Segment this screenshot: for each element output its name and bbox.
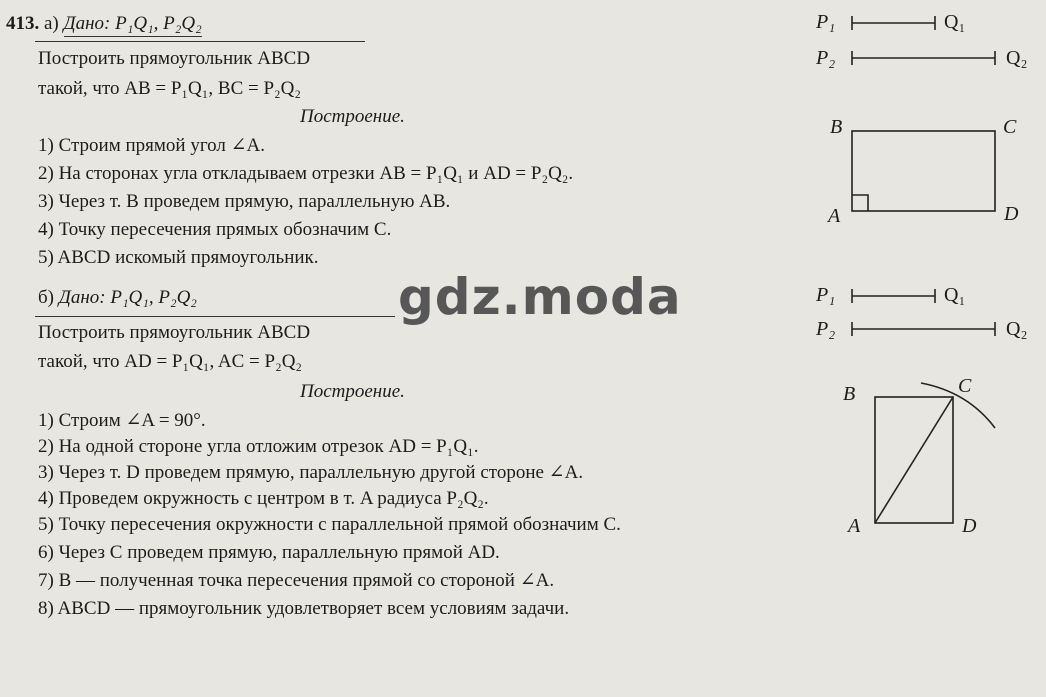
construction-heading-b: Построение. — [300, 381, 405, 402]
segment-p2q2-a — [852, 51, 995, 65]
step-b-3: 3) Через т. D проведем прямую, параллельную другой стороне ∠A. — [38, 462, 584, 483]
task-line-2-a: такой, что AB = P₁Q₁, BC = P₂Q₂ — [38, 78, 302, 99]
step-a-2: 2) На сторонах угла откладываем отрезки AB = P₁Q₁ и AD = P₂Q₂. — [38, 163, 574, 184]
label-b-a: B — [830, 116, 843, 138]
construction-heading-a: Построение. — [300, 106, 405, 127]
label-c-b: C — [958, 375, 972, 397]
step-a-3: 3) Через т. B проведем прямую, параллельную AB. — [38, 191, 451, 212]
label-d-a: D — [1004, 203, 1019, 225]
step-b-6: 6) Через C проведем прямую, параллельную прямой AD. — [38, 542, 500, 563]
step-b-5: 5) Точку пересечения окружности с параллельной прямой обозначим C. — [38, 514, 621, 535]
label-q2-b: Q₂ — [1006, 318, 1028, 340]
diagonal-ac — [875, 397, 953, 523]
part-label-a: а) — [44, 13, 59, 34]
label-p2-a: P₂ — [816, 47, 836, 69]
label-c-a: C — [1003, 116, 1017, 138]
label-p1-a: P₁ — [816, 11, 836, 33]
label-q1-b: Q₁ — [944, 284, 966, 306]
right-angle-mark — [852, 195, 868, 211]
label-p1-b: P₁ — [816, 284, 836, 306]
watermark: gdz.moda — [398, 268, 682, 326]
label-q2-a: Q₂ — [1006, 47, 1028, 69]
label-b-b: B — [843, 383, 856, 405]
task-line-1-b: Построить прямоугольник ABCD — [38, 322, 311, 343]
label-a-a: A — [828, 205, 841, 227]
step-a-1: 1) Строим прямой угол ∠A. — [38, 135, 266, 156]
step-b-7: 7) B — полученная точка пересечения прямой со стороной ∠A. — [38, 570, 555, 591]
step-b-8: 8) ABCD — прямоугольник удовлетворяет всем условиям задачи. — [38, 598, 570, 619]
part-label-b: б) — [38, 287, 54, 308]
segment-p1q1-b — [852, 289, 935, 303]
problem-number: 413. — [6, 13, 40, 34]
label-q1-a: Q₁ — [944, 11, 966, 33]
label-d-b: D — [962, 515, 977, 537]
task-line-2-b: такой, что AD = P₁Q₁, AC = P₂Q₂ — [38, 351, 303, 372]
step-b-2: 2) На одной стороне угла отложим отрезок AD = P₁Q₁. — [38, 436, 479, 457]
step-b-1: 1) Строим ∠A = 90°. — [38, 410, 206, 431]
label-p2-b: P₂ — [816, 318, 836, 340]
segment-p2q2-b — [852, 322, 995, 336]
step-a-4: 4) Точку пересечения прямых обозначим C. — [38, 219, 392, 240]
label-a-b: A — [848, 515, 861, 537]
segment-p1q1-a — [852, 16, 935, 30]
step-a-5: 5) ABCD искомый прямоугольник. — [38, 247, 319, 268]
rectangle-abcd-a — [852, 131, 995, 211]
given-b: Дано: P₁Q₁, P₂Q₂ — [58, 287, 197, 308]
task-line-1-a: Построить прямоугольник ABCD — [38, 48, 311, 69]
given-a: Дано: P₁Q₁, P₂Q₂ — [64, 13, 202, 37]
step-b-4: 4) Проведем окружность с центром в т. A радиуса P₂Q₂. — [38, 488, 489, 509]
